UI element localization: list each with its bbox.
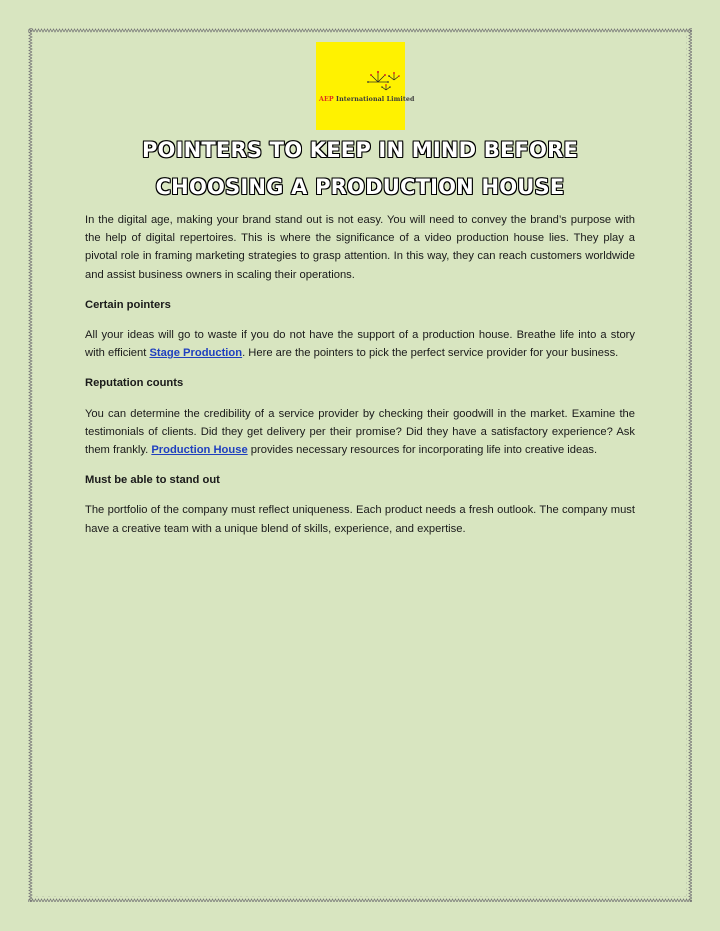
stage-production-link[interactable]: Stage Production: [149, 347, 243, 360]
production-house-link[interactable]: Production House: [151, 444, 248, 457]
section-paragraph-reputation-counts: [85, 405, 635, 460]
logo-text: [319, 96, 415, 103]
logo-brand-rest: International Limited: [336, 96, 415, 103]
section-heading-stand-out: Must be able to stand out: [85, 474, 220, 487]
paragraph-text: provides necessary resources for incorporating life into creative ideas.: [247, 444, 598, 457]
paragraph-text: . Here are the pointers to pick the perfect service provider for your business.: [242, 347, 619, 360]
section-heading-certain-pointers: Certain pointers: [85, 298, 171, 311]
article-body: [85, 211, 635, 550]
paragraph-text: All your ideas will go to waste if you do not have the support of a production house. Breathe life into a story with efficient: [85, 329, 635, 360]
section-heading-reputation-counts: Reputation counts: [85, 377, 184, 390]
section-paragraph-stand-out: The portfolio of the company must reflect uniqueness. Each product needs a fresh outlook. The company must have a creative team with a unique blend of skills, experience, and expertise.: [85, 504, 635, 535]
page-title: POINTERS TO KEEP IN MIND BEFORE CHOOSING A PRODUCTION HOUSE: [141, 138, 579, 199]
paragraph-text: You can determine the credibility of a service provider by checking their goodwill in the market. Examine the testimonials of clients. Did they get delivery per their promise? Did they have a satisfactory experience? Ask them frankly.: [85, 407, 635, 457]
logo-brand-short: AEP: [319, 96, 334, 103]
company-logo: [316, 42, 415, 130]
section-paragraph-certain-pointers: [85, 326, 635, 362]
intro-paragraph: In the digital age, making your brand stand out is not easy. You will need to convey the brand’s purpose with the help of digital repertoires. This is where the significance of a video production house lies. They play a pivotal role in framing marketing strategies to grasp attention. In this way, they can reach customers worldwide and assist business owners in scaling their operations.: [85, 214, 635, 281]
